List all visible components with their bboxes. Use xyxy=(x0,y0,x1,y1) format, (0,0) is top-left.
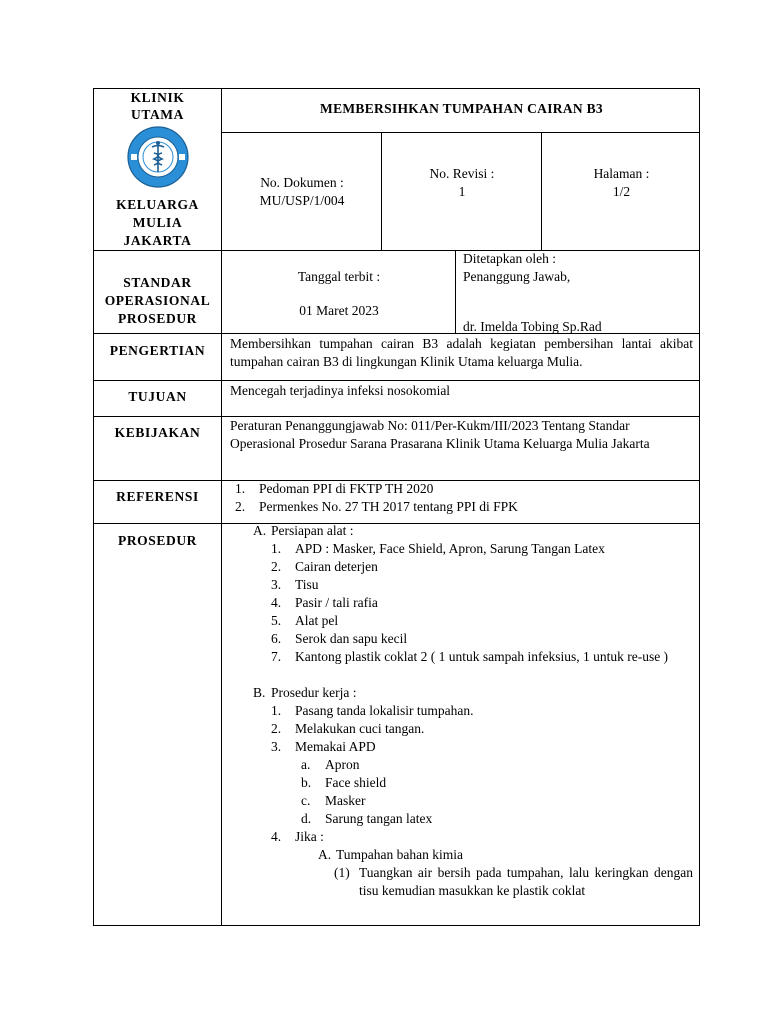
list-letter: a. xyxy=(301,757,311,772)
list-number: (1) xyxy=(334,865,350,880)
tanggal-terbit-label: Tanggal terbit : xyxy=(297,269,381,284)
ditetapkan-role: Penanggung Jawab, xyxy=(463,269,571,284)
list-number: 6. xyxy=(271,631,282,646)
referensi-label: REFERENSI xyxy=(116,489,199,504)
list-item xyxy=(235,498,518,516)
list-text: Sarung tangan latex xyxy=(325,811,433,826)
list-item xyxy=(271,702,473,720)
sop-document xyxy=(93,88,700,926)
list-text: Tuangkan air bersih pada tumpahan, lalu keringkan dengan tisu kemudian masukkan ke plastik coklat xyxy=(359,865,693,898)
halaman-label: Halaman : xyxy=(593,166,650,181)
tujuan-label: TUJUAN xyxy=(128,389,187,404)
list-item xyxy=(301,774,386,792)
no-dokumen-label: No. Dokumen : xyxy=(260,175,344,190)
referensi-content-cell xyxy=(221,480,700,523)
no-dokumen-cell xyxy=(221,132,381,250)
list-item xyxy=(271,576,319,594)
sop-label-line: PROSEDUR xyxy=(117,311,198,326)
section-heading xyxy=(253,684,356,702)
no-revisi-label: No. Revisi : xyxy=(429,166,495,181)
section-heading xyxy=(253,522,353,540)
list-text: Pasang tanda lokalisir tumpahan. xyxy=(295,703,474,718)
prosedur-label: PROSEDUR xyxy=(117,533,198,548)
list-text: Pedoman PPI di FKTP TH 2020 xyxy=(259,481,434,496)
list-number: 2. xyxy=(271,721,282,736)
list-item xyxy=(301,810,432,828)
list-number: 4. xyxy=(271,829,282,844)
tujuan-content-cell xyxy=(221,380,700,416)
list-text: Jika : xyxy=(295,829,324,844)
tanggal-terbit-value: 01 Maret 2023 xyxy=(299,303,379,318)
halaman-cell xyxy=(541,132,700,250)
list-item xyxy=(301,756,360,774)
list-item xyxy=(301,792,366,810)
list-number: 4. xyxy=(271,595,282,610)
halaman-value: 1/2 xyxy=(612,184,631,199)
list-text: Alat pel xyxy=(295,613,339,628)
list-letter: b. xyxy=(301,775,312,790)
sop-label-line: STANDAR xyxy=(123,275,192,290)
section-marker: B. xyxy=(253,685,266,700)
list-text: Cairan deterjen xyxy=(295,559,378,574)
no-dokumen-value: MU/USP/1/004 xyxy=(259,193,345,208)
list-text: Face shield xyxy=(325,775,387,790)
list-text: Masker xyxy=(325,793,366,808)
ditetapkan-cell xyxy=(455,250,700,333)
ditetapkan-name: dr. Imelda Tobing Sp.Rad xyxy=(463,319,602,334)
section-title: Tumpahan bahan kimia xyxy=(336,847,463,862)
section-title: Persiapan alat : xyxy=(271,523,354,538)
list-number: 1. xyxy=(271,541,282,556)
page-title: MEMBERSIHKAN TUMPAHAN CAIRAN B3 xyxy=(320,101,603,116)
list-item xyxy=(271,720,424,738)
clinic-name-line: MULIA xyxy=(132,215,183,230)
clinic-name-line: KLINIK xyxy=(130,90,185,105)
list-number: 2. xyxy=(235,499,246,514)
list-item xyxy=(271,612,338,630)
list-item xyxy=(235,480,433,498)
section-heading xyxy=(318,846,463,864)
list-number: 7. xyxy=(271,649,282,664)
kebijakan-text: Peraturan Penanggungjawab No: 011/Per-Kukm/III/2023 Tentang Standar Operasional Prosedur Sarana Prasarana Klinik Utama Keluarga Mulia Jakarta xyxy=(230,418,650,451)
list-item xyxy=(271,738,376,756)
list-item xyxy=(271,540,605,558)
pengertian-label-cell xyxy=(94,333,221,380)
tujuan-text: Mencegah terjadinya infeksi nosokomial xyxy=(230,383,451,398)
list-text: Melakukan cuci tangan. xyxy=(295,721,425,736)
clinic-header-cell xyxy=(94,89,221,250)
prosedur-content-cell xyxy=(221,523,700,926)
tujuan-label-cell xyxy=(94,380,221,416)
title-cell xyxy=(221,89,700,132)
prosedur-label-cell xyxy=(94,523,221,926)
list-number: 1. xyxy=(271,703,282,718)
kebijakan-label-cell xyxy=(94,416,221,480)
list-number: 5. xyxy=(271,613,282,628)
section-marker: A. xyxy=(253,523,267,538)
list-letter: d. xyxy=(301,811,312,826)
section-marker: A. xyxy=(318,847,332,862)
list-text: Memakai APD xyxy=(295,739,376,754)
sop-label-line: OPERASIONAL xyxy=(104,293,211,308)
tanggal-terbit-cell xyxy=(221,250,455,333)
list-text: Kantong plastik coklat 2 ( 1 untuk sampah infeksius, 1 untuk re-use ) xyxy=(295,649,669,664)
list-item xyxy=(271,558,378,576)
list-text: Pasir / tali rafia xyxy=(295,595,378,610)
referensi-label-cell xyxy=(94,480,221,523)
list-number: 3. xyxy=(271,739,282,754)
list-item xyxy=(271,594,378,612)
list-number: 3. xyxy=(271,577,282,592)
list-letter: c. xyxy=(301,793,311,808)
list-text: Permenkes No. 27 TH 2017 tentang PPI di FPK xyxy=(259,499,518,514)
no-revisi-value: 1 xyxy=(458,184,466,199)
list-item xyxy=(271,630,407,648)
list-text: Serok dan sapu kecil xyxy=(295,631,408,646)
ditetapkan-label: Ditetapkan oleh : xyxy=(463,251,556,266)
list-item xyxy=(271,828,324,846)
list-number: 2. xyxy=(271,559,282,574)
pengertian-text: Membersihkan tumpahan cairan B3 adalah kegiatan pembersihan lantai akibat tumpahan cairan B3 di lingkungan Klinik Utama keluarga Mulia. xyxy=(230,336,693,369)
list-number: 1. xyxy=(235,481,246,496)
clinic-name-line: KELUARGA xyxy=(116,197,199,212)
pengertian-content-cell xyxy=(221,333,700,380)
kebijakan-label: KEBIJAKAN xyxy=(114,425,201,440)
no-revisi-cell xyxy=(381,132,541,250)
clinic-name-line: JAKARTA xyxy=(123,233,192,248)
clinic-name-line: UTAMA xyxy=(131,107,184,122)
sop-label-cell xyxy=(94,250,221,333)
clinic-logo xyxy=(127,126,189,188)
kebijakan-content-cell xyxy=(221,416,700,480)
list-text: Apron xyxy=(325,757,360,772)
pengertian-label: PENGERTIAN xyxy=(109,343,206,358)
list-text: Tisu xyxy=(295,577,319,592)
section-title: Prosedur kerja : xyxy=(271,685,357,700)
list-text: APD : Masker, Face Shield, Apron, Sarung Tangan Latex xyxy=(295,541,605,556)
